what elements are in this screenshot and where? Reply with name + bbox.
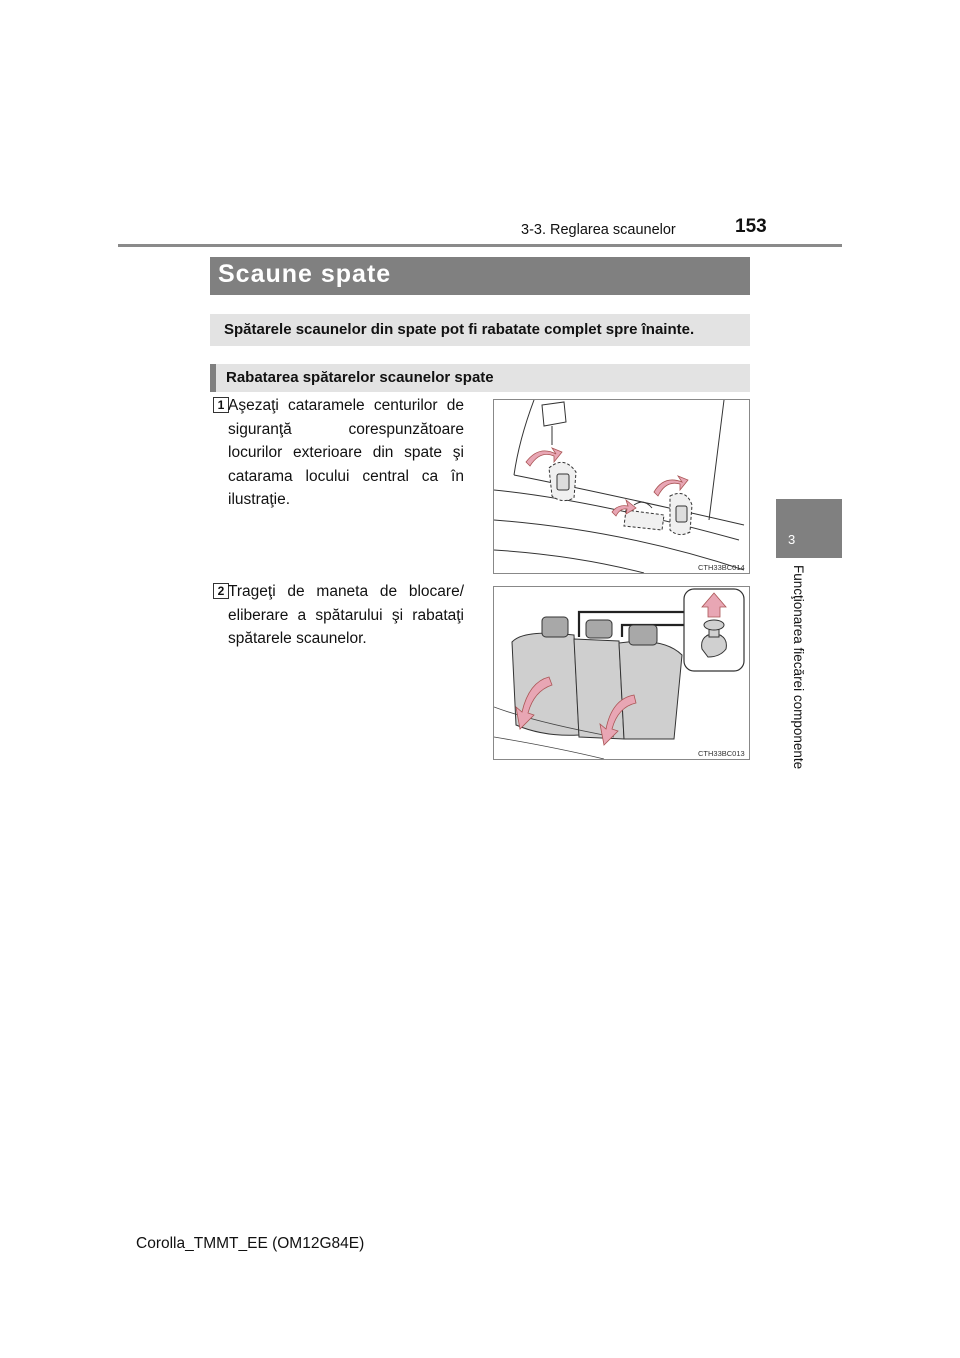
page-number: 153 (735, 216, 767, 237)
step-text-2: Trageţi de maneta de blocare/ eliberare a spătarului şi rabataţi spătarele scaunelor. (228, 583, 464, 647)
illustration-belt-buckles (493, 399, 750, 574)
intro-text: Spătarele scaunelor din spate pot fi rabatate complet spre înainte. (210, 314, 750, 346)
header-rule (118, 244, 842, 247)
chapter-tab (776, 499, 842, 558)
figure-code-1: CTH33BC014 (698, 563, 745, 572)
chapter-tab-number: 3 (788, 532, 796, 547)
subsection-title: Rabatarea spătarelor scaunelor spate (210, 364, 750, 392)
chapter-tab-label: Funcţionarea fiecărei componente (791, 565, 806, 770)
illustration-seat-fold (493, 586, 750, 760)
figure-code-2: CTH33BC013 (698, 749, 745, 758)
footer-document-id: Corolla_TMMT_EE (OM12G84E) (136, 1235, 365, 1252)
step-number-2: 2 (213, 583, 229, 599)
step-text-1: Aşezaţi cataramele centurilor de siguranţă corespunzătoare locurilor exterioare din spate şi catarama locului central ca în ilustraţie. (228, 397, 464, 508)
page-title: Scaune spate (210, 257, 750, 295)
section-reference: 3-3. Reglarea scaunelor (521, 222, 676, 238)
step-number-1: 1 (213, 397, 229, 413)
belt-buckles-drawing (494, 400, 749, 573)
seat-fold-drawing (494, 587, 749, 759)
